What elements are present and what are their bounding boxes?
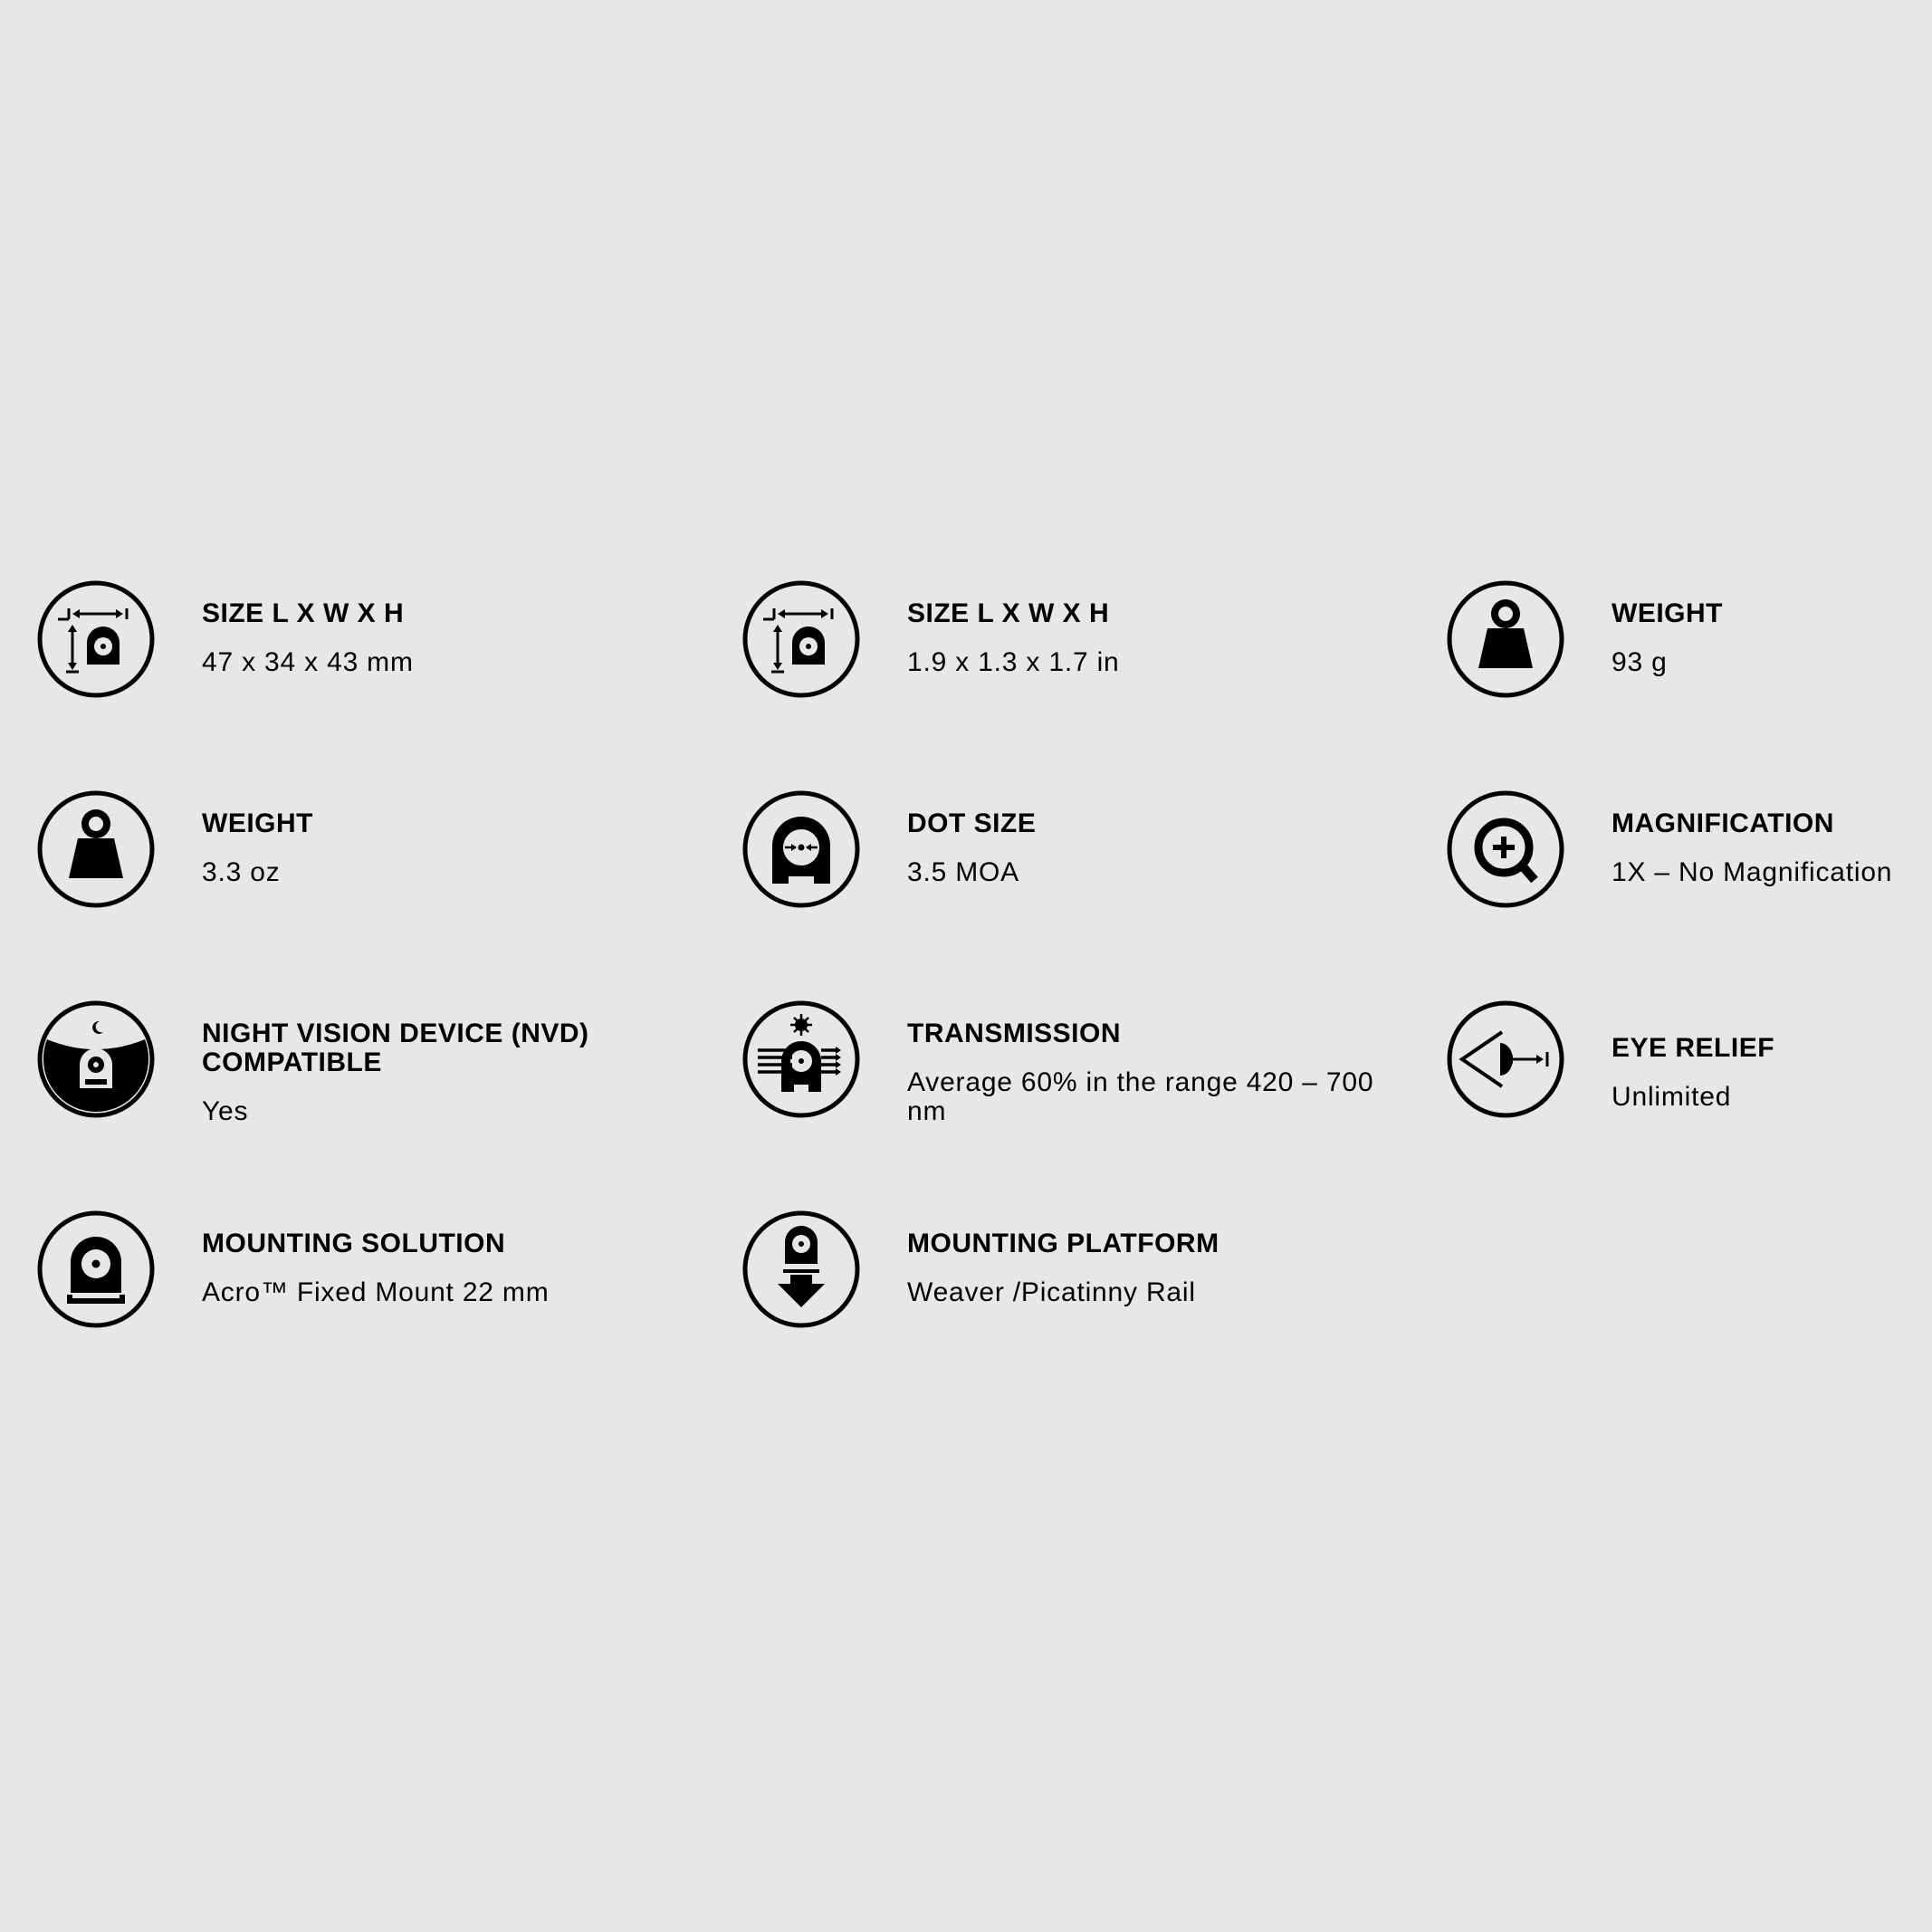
spec-weight-metric xyxy=(1446,579,1932,706)
eye-relief-icon xyxy=(1446,999,1565,1119)
spec-value: 93 g xyxy=(1612,647,1668,677)
spec-label: NIGHT VISION DEVICE (NVD) COMPATIBLE xyxy=(202,1019,589,1077)
spec-weight-imperial xyxy=(36,789,724,916)
mounting-solution-icon xyxy=(36,1210,156,1329)
size-dimensions-icon xyxy=(741,579,861,699)
weight-icon xyxy=(1446,579,1565,699)
spec-label: SIZE L X W X H xyxy=(202,598,405,628)
spec-eye-relief xyxy=(1446,999,1932,1126)
spec-value: Yes xyxy=(202,1096,249,1126)
spec-night-vision xyxy=(36,999,724,1126)
spec-mounting-platform xyxy=(741,1210,1430,1336)
size-dimensions-icon xyxy=(36,579,156,699)
transmission-icon xyxy=(741,999,861,1119)
spec-value: Weaver /Picatinny Rail xyxy=(907,1277,1196,1307)
spec-value: 3.3 oz xyxy=(202,857,281,887)
magnification-icon xyxy=(1446,789,1565,909)
spec-label: EYE RELIEF xyxy=(1612,1033,1775,1063)
spec-label: WEIGHT xyxy=(202,808,313,838)
spec-value: 1X – No Magnification xyxy=(1612,857,1893,887)
spec-magnification xyxy=(1446,789,1932,916)
spec-mounting-solution xyxy=(36,1210,724,1336)
spec-label: DOT SIZE xyxy=(907,808,1037,838)
spec-dot-size xyxy=(741,789,1430,916)
spec-value: 47 x 34 x 43 mm xyxy=(202,647,414,677)
weight-icon xyxy=(36,789,156,909)
spec-label: WEIGHT xyxy=(1612,598,1723,628)
spec-value: 1.9 x 1.3 x 1.7 in xyxy=(907,647,1120,677)
dot-size-icon xyxy=(741,789,861,909)
spec-value: Unlimited xyxy=(1612,1082,1732,1112)
spec-value: Acro™ Fixed Mount 22 mm xyxy=(202,1277,550,1307)
spec-value: Average 60% in the range 420 – 700 nm xyxy=(907,1067,1374,1126)
night-vision-icon xyxy=(36,999,156,1119)
spec-value: 3.5 MOA xyxy=(907,857,1019,887)
spec-label: SIZE L X W X H xyxy=(907,598,1110,628)
spec-label: TRANSMISSION xyxy=(907,1019,1122,1048)
spec-label: MAGNIFICATION xyxy=(1612,808,1834,838)
spec-size-imperial xyxy=(741,579,1430,706)
spec-label: MOUNTING SOLUTION xyxy=(202,1229,506,1258)
spec-label: MOUNTING PLATFORM xyxy=(907,1229,1219,1258)
spec-size-metric xyxy=(36,579,724,706)
spec-transmission xyxy=(741,999,1430,1126)
mounting-platform-icon xyxy=(741,1210,861,1329)
